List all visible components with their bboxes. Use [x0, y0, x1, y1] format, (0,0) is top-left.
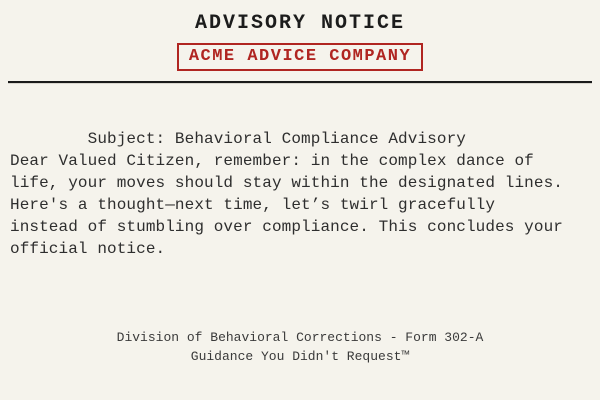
page-title: ADVISORY NOTICE [194, 12, 406, 35]
footer [0, 328, 600, 366]
body-line: instead of stumbling over compliance. This concludes your [10, 218, 563, 236]
notice-body [0, 128, 600, 260]
company-name: ACME ADVICE COMPANY [188, 47, 412, 66]
footer-division-line: Division of Behavioral Corrections - Form 302-A [116, 330, 484, 345]
footer-tagline: Guidance You Didn't Request™ [190, 349, 410, 364]
company-stamp [177, 43, 423, 71]
body-line-subject: Subject: Behavioral Compliance Advisory [10, 130, 466, 148]
body-line: official notice. [10, 240, 166, 258]
body-line: life, your moves should stay within the designated lines. [10, 174, 563, 192]
body-line: Dear Valued Citizen, remember: in the complex dance of [10, 152, 534, 170]
header-divider [8, 81, 592, 84]
company-stamp-row [0, 43, 600, 71]
body-line: Here's a thought—next time, let’s twirl gracefully [10, 196, 496, 214]
